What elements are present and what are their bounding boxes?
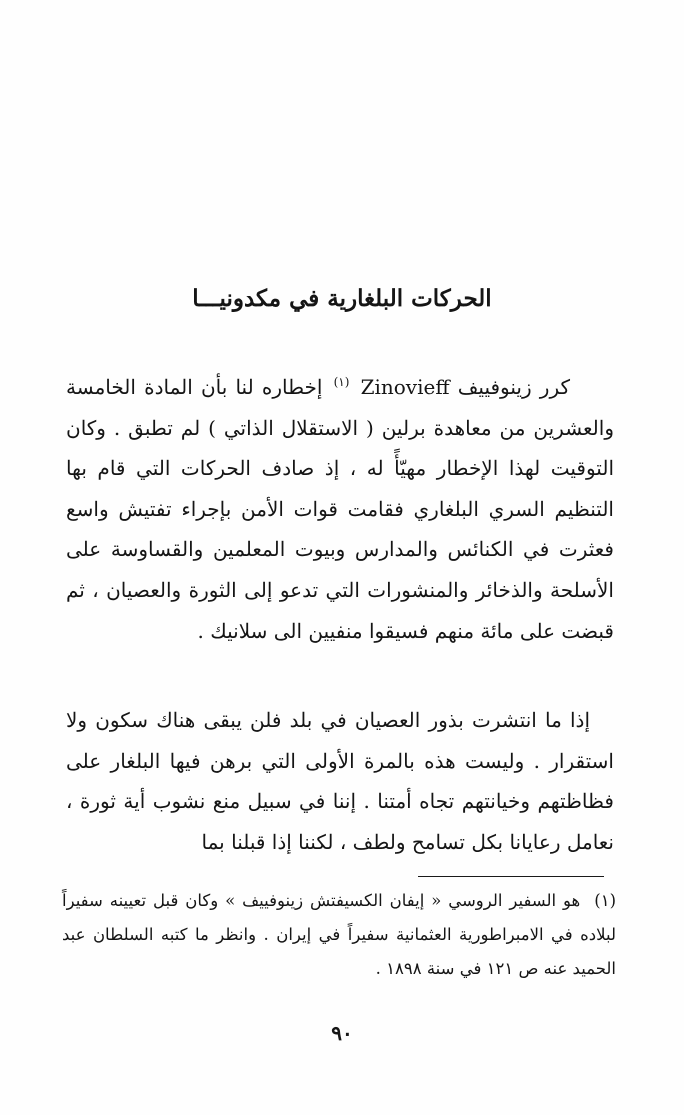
chapter-title: الحركات البلغارية في مكدونيـــا (192, 285, 492, 313)
footnote (62, 884, 616, 986)
latin-name: Zinovieff (360, 375, 450, 399)
paragraph-1-text: إخطاره لنا بأن المادة الخامسة والعشرين من معاهدة برلين ( الاستقلال الذاتي ) لم تطبق . وكان التوقيت لهذا الإخطار مهيّأً له ، إذ صادف الحركات التي قام بها التنظيم السري البلغاري فقامت قوات الأمن بإجراء تفتيش واسع فعثرت في الكنائس والمدارس وبيوت المعلمين والقساوسة على الأسلحة والذخائر والمنشورات التي تدعو إلى الثورة والعصيان ، ثم قبضت على مائة منهم فسيقوا منفيين الى سلانيك . (66, 375, 614, 643)
body-paragraph-2: إذا ما انتشرت بذور العصيان في بلد فلن يبقى هناك سكون ولا استقرار . وليست هذه بالمرة الأولى التي برهن فيها البلغار على فظاظتهم وخيانتهم تجاه أمتنا . إننا في سبيل منع نشوب أية ثورة ، نعامل رعايانا بكل تسامح ولطف ، لكننا إذا قبلنا بما (66, 708, 614, 854)
page-number: ٩٠ (331, 1021, 353, 1045)
footnote-separator (418, 876, 604, 877)
body-paragraph-1 (66, 362, 614, 651)
footnote-text: هو السفير الروسي « إيفان الكسيفتش زينوفييف » وكان قبل تعيينه سفيراً لبلاده في الامبراطورية العثمانية سفيراً في إيران . وانظر ما كتبه السلطان عبد الحميد عنه ص ١٢١ في سنة ١٨٩٨ . (62, 891, 616, 978)
footnote-reference: (١) (333, 375, 350, 389)
footnotes (62, 884, 616, 986)
footnote-marker: (١) (594, 891, 616, 910)
paragraph-1-intro: كرر زينوفييف (457, 375, 571, 399)
